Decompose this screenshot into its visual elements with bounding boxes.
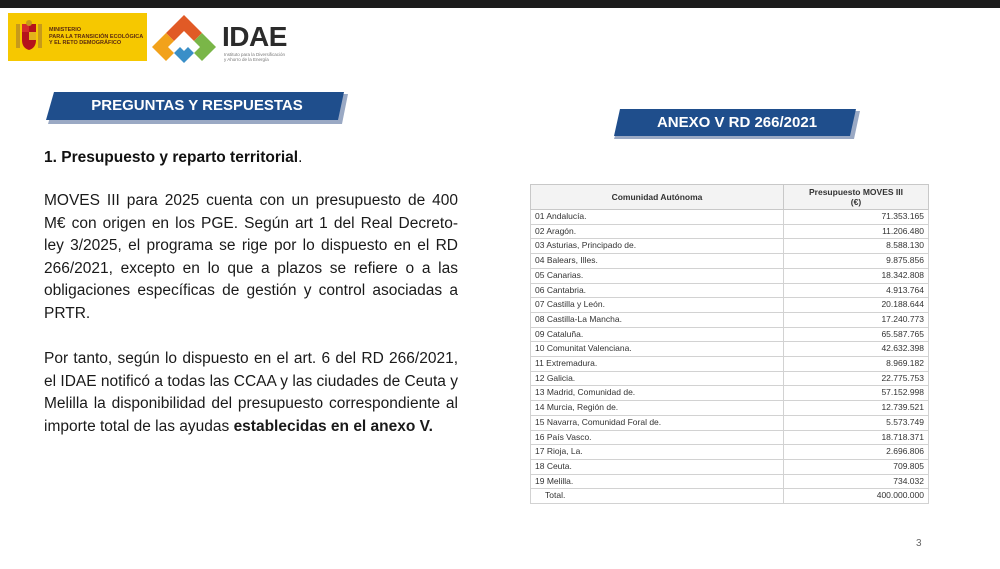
budget-value-cell: 5.573.749 [784,415,929,430]
budget-value-cell: 2.696.806 [784,445,929,460]
table-row [531,459,929,474]
region-name-cell: 07 Castilla y León. [531,298,784,313]
region-name-cell: 19 Melilla. [531,474,784,489]
budget-value-cell: 22.775.753 [784,371,929,386]
table-row [531,268,929,283]
budget-value-cell: 8.588.130 [784,239,929,254]
idae-emblem-icon [150,13,218,63]
banner-preguntas [46,92,348,124]
banner-preguntas-label: PREGUNTAS Y RESPUESTAS [91,97,303,114]
region-name-cell: 18 Ceuta. [531,459,784,474]
table-row [531,342,929,357]
table-row [531,430,929,445]
budget-value-cell: 400.000.000 [784,489,929,504]
budget-value-cell: 18.718.371 [784,430,929,445]
table-row [531,254,929,269]
table-row [531,224,929,239]
table-row [531,357,929,372]
banner-anexo-label: ANEXO V RD 266/2021 [656,114,818,131]
table-row [531,401,929,416]
idae-wordmark: IDAE [222,21,287,52]
table-row [531,283,929,298]
region-name-cell: Total. [531,489,784,504]
table-row [531,445,929,460]
budget-table [530,184,929,504]
section-title: 1. Presupuesto y reparto territorial. [44,149,303,166]
budget-value-cell: 42.632.398 [784,342,929,357]
region-name-cell: 12 Galicia. [531,371,784,386]
table-total-row [531,489,929,504]
region-name-cell: 10 Comunitat Valenciana. [531,342,784,357]
region-name-cell: 05 Canarias. [531,268,784,283]
region-name-cell: 09 Cataluña. [531,327,784,342]
coat-of-arms-icon [14,20,44,54]
table-row [531,474,929,489]
budget-value-cell: 4.913.764 [784,283,929,298]
table-row [531,298,929,313]
paragraph-notification: Por tanto, según lo dispuesto en el art. 6 del RD 266/2021, el IDAE notificó a todas las CCAA y las ciudades de Ceuta y Melilla la disponibilidad del presupuesto correspondiente al importe total de las ayudas establecidas en el anexo V. [44,350,458,435]
table-row [531,210,929,225]
region-name-cell: 15 Navarra, Comunidad Foral de. [531,415,784,430]
region-name-cell: 03 Asturias, Principado de. [531,239,784,254]
region-name-cell: 01 Andalucía. [531,210,784,225]
page-number: 3 [916,538,922,549]
budget-value-cell: 734.032 [784,474,929,489]
region-name-cell: 08 Castilla-La Mancha. [531,312,784,327]
table-row [531,371,929,386]
ministry-name: MINISTERIO PARA LA TRANSICIÓN ECOLÓGICA Y EL RETO DEMOGRÁFICO [49,27,144,46]
column-header-comunidad: Comunidad Autónoma [531,185,784,210]
budget-value-cell: 9.875.856 [784,254,929,269]
budget-value-cell: 65.587.765 [784,327,929,342]
region-name-cell: 02 Aragón. [531,224,784,239]
ministry-logo [8,13,147,61]
paragraph-budget: MOVES III para 2025 cuenta con un presupuesto de 400 M€ con origen en los PGE. Según art 1 del Real Decreto-ley 3/2025, el programa se rige por lo dispuesto en el RD 266/2021, excepto en lo que a plazos se refiere o a las obligaciones específicas de gestión y control asociadas a PRTR. [44,192,458,322]
budget-value-cell: 71.353.165 [784,210,929,225]
table-row [531,312,929,327]
region-name-cell: 04 Balears, Illes. [531,254,784,269]
banner-anexo [614,109,860,139]
table-header-row [531,185,929,210]
budget-value-cell: 11.206.480 [784,224,929,239]
region-name-cell: 13 Madrid, Comunidad de. [531,386,784,401]
table-row [531,386,929,401]
region-name-cell: 06 Cantabria. [531,283,784,298]
budget-value-cell: 57.152.998 [784,386,929,401]
region-name-cell: 17 Rioja, La. [531,445,784,460]
table-row [531,239,929,254]
budget-value-cell: 709.805 [784,459,929,474]
column-header-presupuesto: Presupuesto MOVES III (€) [784,185,929,210]
region-name-cell: 16 País Vasco. [531,430,784,445]
table-row [531,415,929,430]
region-name-cell: 11 Extremadura. [531,357,784,372]
region-name-cell: 14 Murcia, Región de. [531,401,784,416]
idae-subtitle: Instituto para la Diversificación y Ahorro de la Energía [224,52,286,62]
budget-value-cell: 18.342.808 [784,268,929,283]
budget-value-cell: 20.188.644 [784,298,929,313]
top-bar [0,0,1000,8]
idae-logo [150,13,295,63]
budget-value-cell: 12.739.521 [784,401,929,416]
budget-value-cell: 8.969.182 [784,357,929,372]
budget-value-cell: 17.240.773 [784,312,929,327]
table-row [531,327,929,342]
